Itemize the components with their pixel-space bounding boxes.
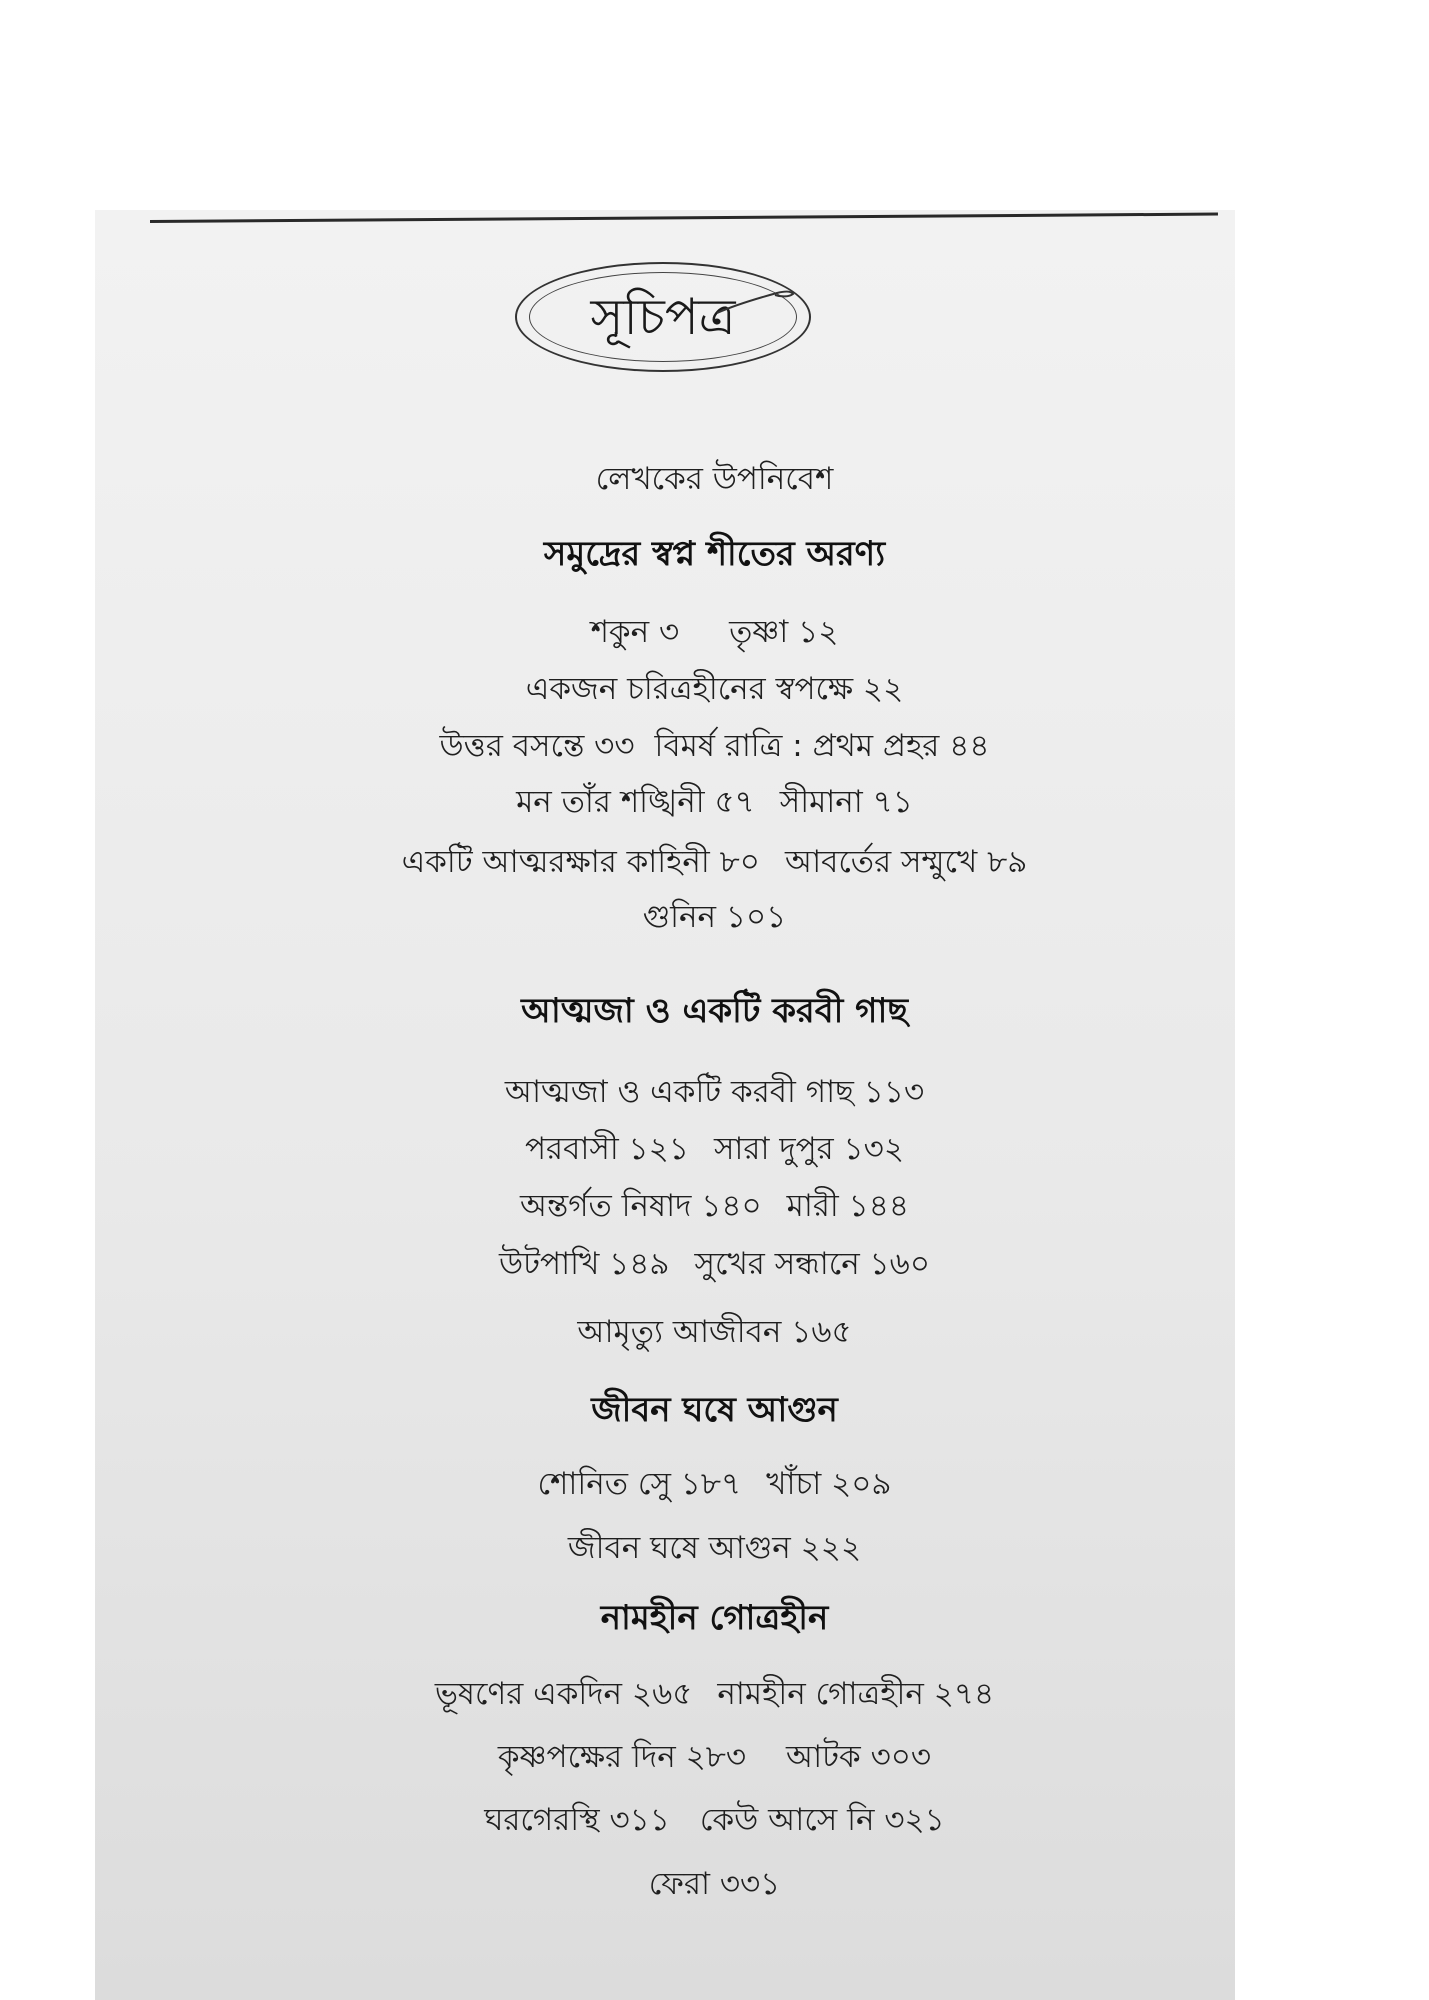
subtitle-label: লেখকের উপনিবেশ [595, 461, 834, 497]
toc-row [0, 665, 1429, 717]
toc-row [0, 608, 1429, 660]
toc-entry[interactable]: খাঁচা ২০৯ [766, 1466, 892, 1502]
toc-entry[interactable]: নামহীন গোত্রহীন ২৭৪ [717, 1676, 995, 1712]
toc-entry[interactable]: সারা দুপুর ১৩২ [713, 1131, 904, 1167]
toc-entry[interactable]: মারী ১৪৪ [786, 1188, 909, 1224]
toc-entry[interactable]: আত্মজা ও একটি করবী গাছ ১১৩ [504, 1074, 925, 1110]
section-heading: সমুদ্রের স্বপ্ন শীতের অরণ্য [543, 534, 886, 574]
toc-row [0, 1125, 1429, 1177]
toc-entry[interactable]: ভূষণের একদিন ২৬৫ [434, 1676, 693, 1712]
toc-entry[interactable]: ঘরগেরস্থি ৩১১ [484, 1802, 670, 1838]
toc-entry[interactable]: উটপাখি ১৪৯ [499, 1246, 670, 1282]
toc-entry[interactable]: কৃষ্ণপক্ষের দিন ২৮৩ [497, 1739, 746, 1775]
toc-entry[interactable]: উত্তর বসন্তে ৩৩ [439, 728, 635, 764]
toc-entry[interactable]: বিমর্ষ রাত্রি : প্রথম প্রহর ৪৪ [654, 728, 990, 764]
toc-entry[interactable]: একটি আত্মরক্ষার কাহিনী ৮০ [401, 844, 760, 880]
toc-entry[interactable]: কেউ আসে নি ৩২১ [699, 1802, 945, 1838]
toc-entry[interactable]: অন্তর্গত নিষাদ ১৪০ [520, 1188, 762, 1224]
toc-row [0, 1524, 1429, 1576]
section-heading: জীবন ঘষে আগুন [591, 1390, 838, 1430]
toc-row [0, 1860, 1429, 1912]
toc-entry[interactable]: আবর্তের সম্মুখে ৮৯ [784, 844, 1028, 880]
toc-row [0, 1182, 1429, 1234]
title-swash-ornament [715, 285, 795, 319]
toc-entry[interactable]: আটক ৩০৩ [786, 1739, 932, 1775]
toc-row [0, 1068, 1429, 1120]
toc-entry[interactable]: শকুন ৩ [590, 614, 680, 650]
toc-row [0, 1308, 1429, 1360]
toc-entry[interactable]: একজন চরিত্রহীনের স্বপক্ষে ২২ [525, 671, 904, 707]
toc-row [0, 1460, 1429, 1512]
toc-entry[interactable]: ফেরা ৩৩১ [648, 1866, 781, 1902]
toc-entry[interactable]: পরবাসী ১২১ [525, 1131, 689, 1167]
toc-title: সূচিপত্র [590, 288, 736, 346]
toc-entry[interactable]: গুনিন ১০১ [642, 899, 787, 935]
toc-row [0, 1670, 1429, 1722]
toc-row [0, 893, 1429, 945]
toc-entry[interactable]: জীবন ঘষে আগুন ২২২ [567, 1530, 862, 1566]
toc-row [0, 1733, 1429, 1785]
section-heading: আত্মজা ও একটি করবী গাছ [521, 991, 908, 1031]
toc-entry[interactable]: মন তাঁর শঙ্খিনী ৫৭ [516, 784, 755, 820]
toc-entry[interactable]: সীমানা ৭১ [779, 784, 913, 820]
toc-entry[interactable]: শোনিত সেু ১৮৭ [537, 1466, 742, 1502]
section-heading: নামহীন গোত্রহীন [600, 1598, 829, 1638]
toc-entry[interactable]: সুখের সন্ধানে ১৬০ [694, 1246, 930, 1282]
toc-row [0, 722, 1429, 774]
toc-row [0, 1796, 1429, 1848]
toc-row [0, 778, 1429, 830]
toc-entry[interactable]: তৃষ্ণা ১২ [729, 614, 839, 650]
toc-row [0, 838, 1429, 890]
toc-row [0, 1240, 1429, 1292]
toc-entry[interactable]: আমৃত্যু আজীবন ১৬৫ [577, 1314, 852, 1350]
